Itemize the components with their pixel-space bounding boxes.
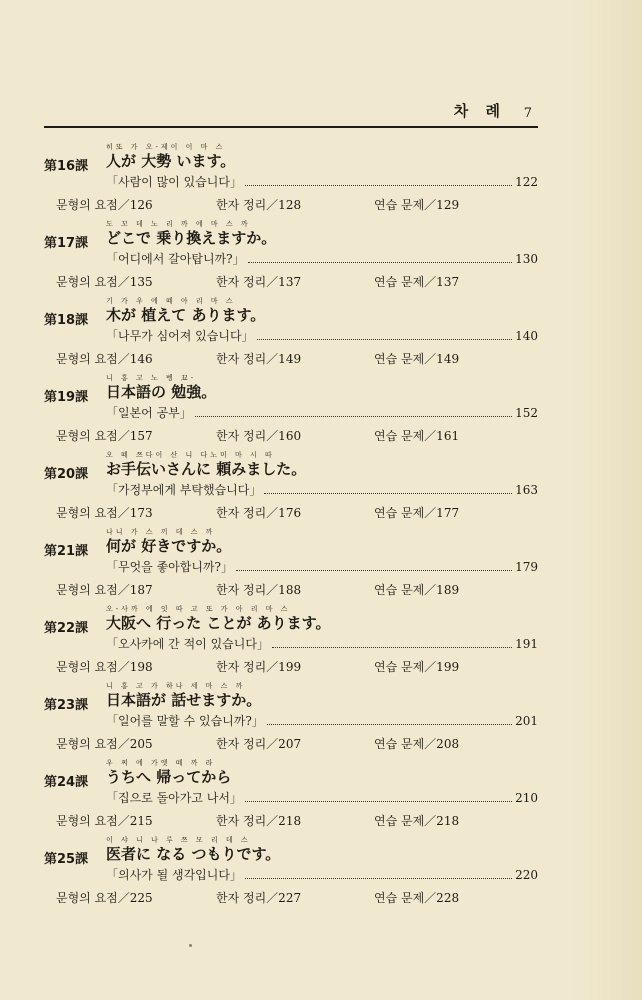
dot-leader bbox=[245, 792, 512, 802]
kanji-review: 한자 정리／149 bbox=[216, 352, 302, 366]
lesson-title-korean: 「집으로 돌아가고 나서」 bbox=[106, 791, 242, 805]
pattern-points: 문형의 요점／146 bbox=[56, 352, 153, 366]
exercises: 연습 문제／161 bbox=[374, 429, 460, 443]
lesson-title-japanese: 何が 好きですか。 bbox=[106, 537, 232, 555]
lesson-title-japanese: 大阪へ 行った ことが あります。 bbox=[106, 614, 331, 632]
toc-entry-lesson-23[interactable] bbox=[44, 681, 538, 757]
binding-mark bbox=[189, 944, 192, 947]
kanji-review: 한자 정리／227 bbox=[216, 891, 302, 905]
furigana: 니 홍 고 가 하나 세 마 스 까 bbox=[106, 682, 246, 690]
kanji-review: 한자 정리／207 bbox=[216, 737, 302, 751]
lesson-number: 第22課 bbox=[44, 621, 89, 636]
lesson-number: 第23課 bbox=[44, 698, 89, 713]
furigana: 나니 가 스 끼 데 스 까 bbox=[106, 528, 216, 536]
lesson-title-korean: 「가정부에게 부탁했습니다」 bbox=[106, 483, 262, 497]
exercises: 연습 문제／149 bbox=[374, 352, 460, 366]
lesson-title-japanese: 人が 大勢 います。 bbox=[106, 152, 236, 170]
dot-leader bbox=[267, 715, 512, 725]
lesson-title-korean: 「무엇을 좋아합니까?」 bbox=[106, 560, 233, 574]
toc-entry-lesson-18[interactable] bbox=[44, 296, 538, 372]
header-title: 차 례 bbox=[453, 102, 506, 120]
lesson-title-korean: 「사람이 많이 있습니다」 bbox=[106, 175, 242, 189]
pattern-points: 문형의 요점／225 bbox=[56, 891, 153, 905]
pattern-points: 문형의 요점／187 bbox=[56, 583, 153, 597]
dot-leader bbox=[257, 330, 513, 340]
lesson-title-line bbox=[106, 558, 538, 574]
lesson-page: 130 bbox=[515, 252, 538, 266]
exercises: 연습 문제／208 bbox=[374, 737, 460, 751]
kanji-review: 한자 정리／137 bbox=[216, 275, 302, 289]
toc-entry-lesson-22[interactable] bbox=[44, 604, 538, 680]
lesson-number: 第20課 bbox=[44, 467, 89, 482]
lesson-number: 第18課 bbox=[44, 313, 89, 328]
lesson-page: 201 bbox=[515, 714, 538, 728]
kanji-review: 한자 정리／128 bbox=[216, 198, 302, 212]
lesson-title-japanese: どこで 乗り換えますか。 bbox=[106, 229, 277, 247]
pattern-points: 문형의 요점／173 bbox=[56, 506, 153, 520]
furigana: 히또 가 오-제이 이 마 스 bbox=[106, 143, 226, 151]
kanji-review: 한자 정리／160 bbox=[216, 429, 302, 443]
kanji-review: 한자 정리／199 bbox=[216, 660, 302, 674]
pattern-points: 문형의 요점／135 bbox=[56, 275, 153, 289]
lesson-page: 163 bbox=[515, 483, 538, 497]
lesson-number: 第19課 bbox=[44, 390, 89, 405]
lesson-title-korean: 「오사카에 간 적이 있습니다」 bbox=[106, 637, 269, 651]
lesson-page: 220 bbox=[515, 868, 538, 882]
lesson-page: 140 bbox=[515, 329, 538, 343]
furigana: 오 떼 쯔다이 산 니 다노미 마 시 따 bbox=[106, 451, 275, 459]
lesson-title-line bbox=[106, 481, 538, 497]
toc-entry-lesson-17[interactable] bbox=[44, 219, 538, 295]
exercises: 연습 문제／189 bbox=[374, 583, 460, 597]
lesson-title-korean: 「어디에서 갈아탑니까?」 bbox=[106, 252, 245, 266]
lesson-title-japanese: 日本語が 話せますか。 bbox=[106, 691, 262, 709]
lesson-title-line bbox=[106, 866, 538, 882]
furigana: 오-사까 에 잇 따 고 또 가 아 리 마 스 bbox=[106, 605, 291, 613]
furigana: 기 가 우 에 떼 아 리 마 스 bbox=[106, 297, 236, 305]
lesson-title-line bbox=[106, 789, 538, 805]
lesson-title-korean: 「나무가 심어져 있습니다」 bbox=[106, 329, 254, 343]
dot-leader bbox=[195, 407, 512, 417]
page-edge-shading bbox=[572, 0, 642, 1000]
lesson-title-japanese: 医者に なる つもりです。 bbox=[106, 845, 281, 863]
lesson-title-line bbox=[106, 712, 538, 728]
exercises: 연습 문제／177 bbox=[374, 506, 460, 520]
lesson-title-line bbox=[106, 635, 538, 651]
lesson-page: 210 bbox=[515, 791, 538, 805]
exercises: 연습 문제／218 bbox=[374, 814, 460, 828]
furigana: 니 홍 고 노 벵 꾜- bbox=[106, 374, 197, 382]
lesson-title-japanese: お手伝いさんに 頼みました。 bbox=[106, 460, 307, 478]
lesson-title-line bbox=[106, 327, 538, 343]
lesson-title-korean: 「일본어 공부」 bbox=[106, 406, 192, 420]
lesson-title-korean: 「일어를 말할 수 있습니까?」 bbox=[106, 714, 264, 728]
lesson-title-japanese: 日本語の 勉強。 bbox=[106, 383, 217, 401]
page-number: 7 bbox=[523, 106, 532, 121]
furigana: 이 샤 니 나 루 쯔 모 리 데 스 bbox=[106, 836, 251, 844]
exercises: 연습 문제／199 bbox=[374, 660, 460, 674]
furigana: 우 찌 에 가엣 떼 까 라 bbox=[106, 759, 216, 767]
toc-entry-lesson-19[interactable] bbox=[44, 373, 538, 449]
dot-leader bbox=[248, 253, 513, 263]
lesson-page: 179 bbox=[515, 560, 538, 574]
kanji-review: 한자 정리／188 bbox=[216, 583, 302, 597]
lesson-number: 第25課 bbox=[44, 852, 89, 867]
kanji-review: 한자 정리／218 bbox=[216, 814, 302, 828]
pattern-points: 문형의 요점／215 bbox=[56, 814, 153, 828]
exercises: 연습 문제／129 bbox=[374, 198, 460, 212]
toc-entry-lesson-16[interactable] bbox=[44, 142, 538, 218]
lesson-title-korean: 「의사가 될 생각입니다」 bbox=[106, 868, 242, 882]
lesson-title-line bbox=[106, 250, 538, 266]
lesson-number: 第21課 bbox=[44, 544, 89, 559]
lesson-number: 第16課 bbox=[44, 159, 89, 174]
lesson-number: 第17課 bbox=[44, 236, 89, 251]
pattern-points: 문형의 요점／205 bbox=[56, 737, 153, 751]
dot-leader bbox=[236, 561, 512, 571]
lesson-title-line bbox=[106, 404, 538, 420]
lesson-number: 第24課 bbox=[44, 775, 89, 790]
furigana: 도 꼬 데 노 리 까 에 마 스 까 bbox=[106, 220, 251, 228]
toc-entry-lesson-25[interactable] bbox=[44, 835, 538, 911]
dot-leader bbox=[245, 176, 512, 186]
lesson-title-line bbox=[106, 173, 538, 189]
toc-entry-lesson-21[interactable] bbox=[44, 527, 538, 603]
lesson-title-japanese: 木が 植えて あります。 bbox=[106, 306, 266, 324]
pattern-points: 문형의 요점／126 bbox=[56, 198, 153, 212]
dot-leader bbox=[272, 638, 512, 648]
dot-leader bbox=[264, 484, 512, 494]
exercises: 연습 문제／228 bbox=[374, 891, 460, 905]
toc-entry-lesson-24[interactable] bbox=[44, 758, 538, 834]
lesson-page: 152 bbox=[515, 406, 538, 420]
exercises: 연습 문제／137 bbox=[374, 275, 460, 289]
lesson-page: 191 bbox=[515, 637, 538, 651]
pattern-points: 문형의 요점／198 bbox=[56, 660, 153, 674]
kanji-review: 한자 정리／176 bbox=[216, 506, 302, 520]
lesson-page: 122 bbox=[515, 175, 538, 189]
toc-entry-lesson-20[interactable] bbox=[44, 450, 538, 526]
page-header bbox=[44, 100, 538, 128]
lesson-title-japanese: うちへ 帰ってから bbox=[106, 768, 232, 786]
pattern-points: 문형의 요점／157 bbox=[56, 429, 153, 443]
dot-leader bbox=[245, 869, 512, 879]
